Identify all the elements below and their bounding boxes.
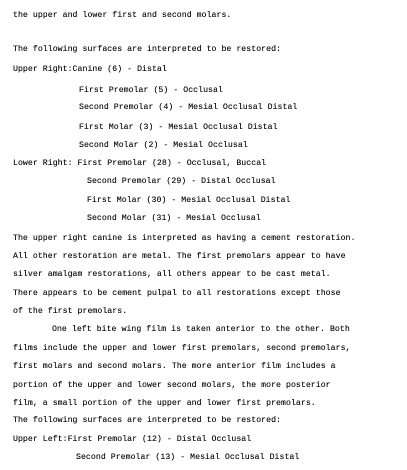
text-line-upper-left-second-premolar: Second Premolar (13) - Mesial Occlusal Distal [76, 453, 300, 462]
text-line-films-include: films include the upper and lower first premolars, second premolars, [13, 344, 351, 353]
text-line-metal-restorations: All other restoration are metal. The first premolars appear to have [13, 252, 346, 261]
text-line-surfaces-heading-upper-left: The following surfaces are interpreted to be restored: [13, 416, 282, 425]
text-line-upper-right-second-premolar: Second Premolar (4) - Mesial Occlusal Distal [79, 103, 298, 112]
text-line-upper-right-first-molar: First Molar (3) - Mesial Occlusal Distal [79, 123, 278, 132]
text-line-cement-pulpal: There appears to be cement pulpal to all restorations except those [13, 289, 341, 298]
text-line-surfaces-heading-upper-right: The following surfaces are interpreted to be restored: [13, 45, 282, 54]
text-line-upper-right-canine: Upper Right:Canine (6) - Distal [13, 65, 167, 74]
text-line-lower-right-second-molar: Second Molar (31) - Mesial Occlusal [87, 214, 261, 223]
text-line-second-molars-portion: portion of the upper and lower second molars, the more posterior [13, 381, 331, 390]
text-line-lower-right-first-premolar: Lower Right: First Premolar (28) - Occlusal, Buccal [13, 159, 267, 168]
text-line-posterior-film: film, a small portion of the upper and lower first premolars. [13, 399, 316, 408]
text-line-upper-left-first-premolar: Upper Left:First Premolar (12) - Distal Occlusal [13, 435, 252, 444]
text-line-bite-wing: One left bite wing film is taken anterior to the other. Both [52, 325, 350, 334]
text-line-upper-right-second-molar: Second Molar (2) - Mesial Occlusal [79, 141, 248, 150]
text-line-molars: the upper and lower first and second molars. [13, 11, 232, 20]
text-line-lower-right-first-molar: First Molar (30) - Mesial Occlusal Distal [87, 196, 291, 205]
text-line-upper-right-first-premolar: First Premolar (5) - Occlusal [79, 86, 223, 95]
text-line-lower-right-second-premolar: Second Premolar (29) - Distal Occlusal [87, 177, 276, 186]
text-line-canine-cement: The upper right canine is interpreted as having a cement restoration. [13, 234, 356, 243]
text-line-anterior-film: first molars and second molars. The more anterior film includes a [13, 362, 336, 371]
text-line-amalgam: silver amalgam restorations, all others appear to be cast metal. [13, 270, 331, 279]
text-line-first-premolars: of the first premolars. [13, 307, 128, 316]
